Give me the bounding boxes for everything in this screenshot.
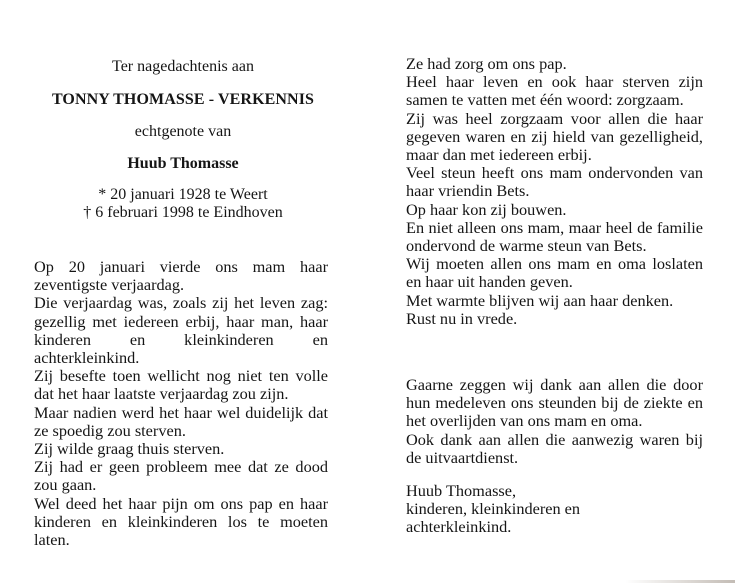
paragraph: Wel deed het haar pijn om ons pap en haar kinderen en kleinkinderen los te moeten laten. [34,493,328,550]
signature-line: kinderen, kleinkinderen en [406,499,581,519]
paragraph: Gaarne zeggen wij dank aan allen die door hun medeleven ons steunden bij de ziekte en het overlijden van ons mam en oma. [406,375,703,431]
in-memoriam-intro: Ter nagedachtenis aan [112,58,254,75]
paragraph: Maar nadien werd het haar wel duidelijk dat ze spoedig zou sterven. [34,402,328,440]
spouse-label: echtgenote van [134,123,232,140]
paragraph: Op 20 januari vierde ons mam haar zeventigste verjaardag. [34,257,328,295]
spouse-name: Huub Thomasse [127,155,239,172]
card-heading [40,57,326,222]
paragraph: Zij was heel zorgzaam voor allen die haar gegeven waren en zij hield van gezelligheid, maar dan met iedereen erbij. [406,108,703,165]
birth-date: * 20 januari 1928 te Weert [98,186,268,203]
paragraph: Die verjaardag was, zoals zij het leven zag: gezellig met iedereen erbij, haar man, haar kinderen en kleinkinderen en achterkleinkind. [34,293,328,368]
paragraph: Rust nu in vrede. [406,308,518,328]
paragraph: Zij besefte toen wellicht nog niet ten volle dat het haar laatste verjaardag zou zijn. [34,366,328,404]
signature-line: Huub Thomasse, [406,481,517,500]
left-column-text [34,258,328,549]
paragraph: Met warmte blijven wij aan haar denken. [406,290,674,310]
life-dates [40,186,326,222]
death-date: † 6 februari 1998 te Eindhoven [83,204,283,221]
paragraph: Op haar kon zij bouwen. [406,199,567,219]
paragraph: Ook dank aan allen die aanwezig waren bij de uitvaartdienst. [406,429,703,467]
paragraph: Ze had zorg om ons pap. [406,54,567,73]
deceased-name: TONNY THOMASSE - VERKENNIS [51,91,315,108]
thanks-text [406,376,703,467]
signature-line: achterkleinkind. [406,517,512,537]
paragraph: Zij wilde graag thuis sterven. [34,439,225,459]
signature-block [406,482,703,537]
right-column-text [406,55,703,328]
paragraph: Wij moeten allen ons mam en oma loslaten en haar uit handen geven. [406,254,703,292]
paragraph: Veel steun heeft ons mam ondervonden van haar vriendin Bets. [406,163,703,201]
paragraph: En niet alleen ons mam, maar heel de familie ondervond de warme steun van Bets. [406,217,703,256]
paragraph: Heel haar leven en ook haar sterven zijn samen te vatten met één woord: zorgzaam. [406,72,703,110]
paragraph: Zij had er geen probleem mee dat ze dood zou gaan. [34,457,328,495]
